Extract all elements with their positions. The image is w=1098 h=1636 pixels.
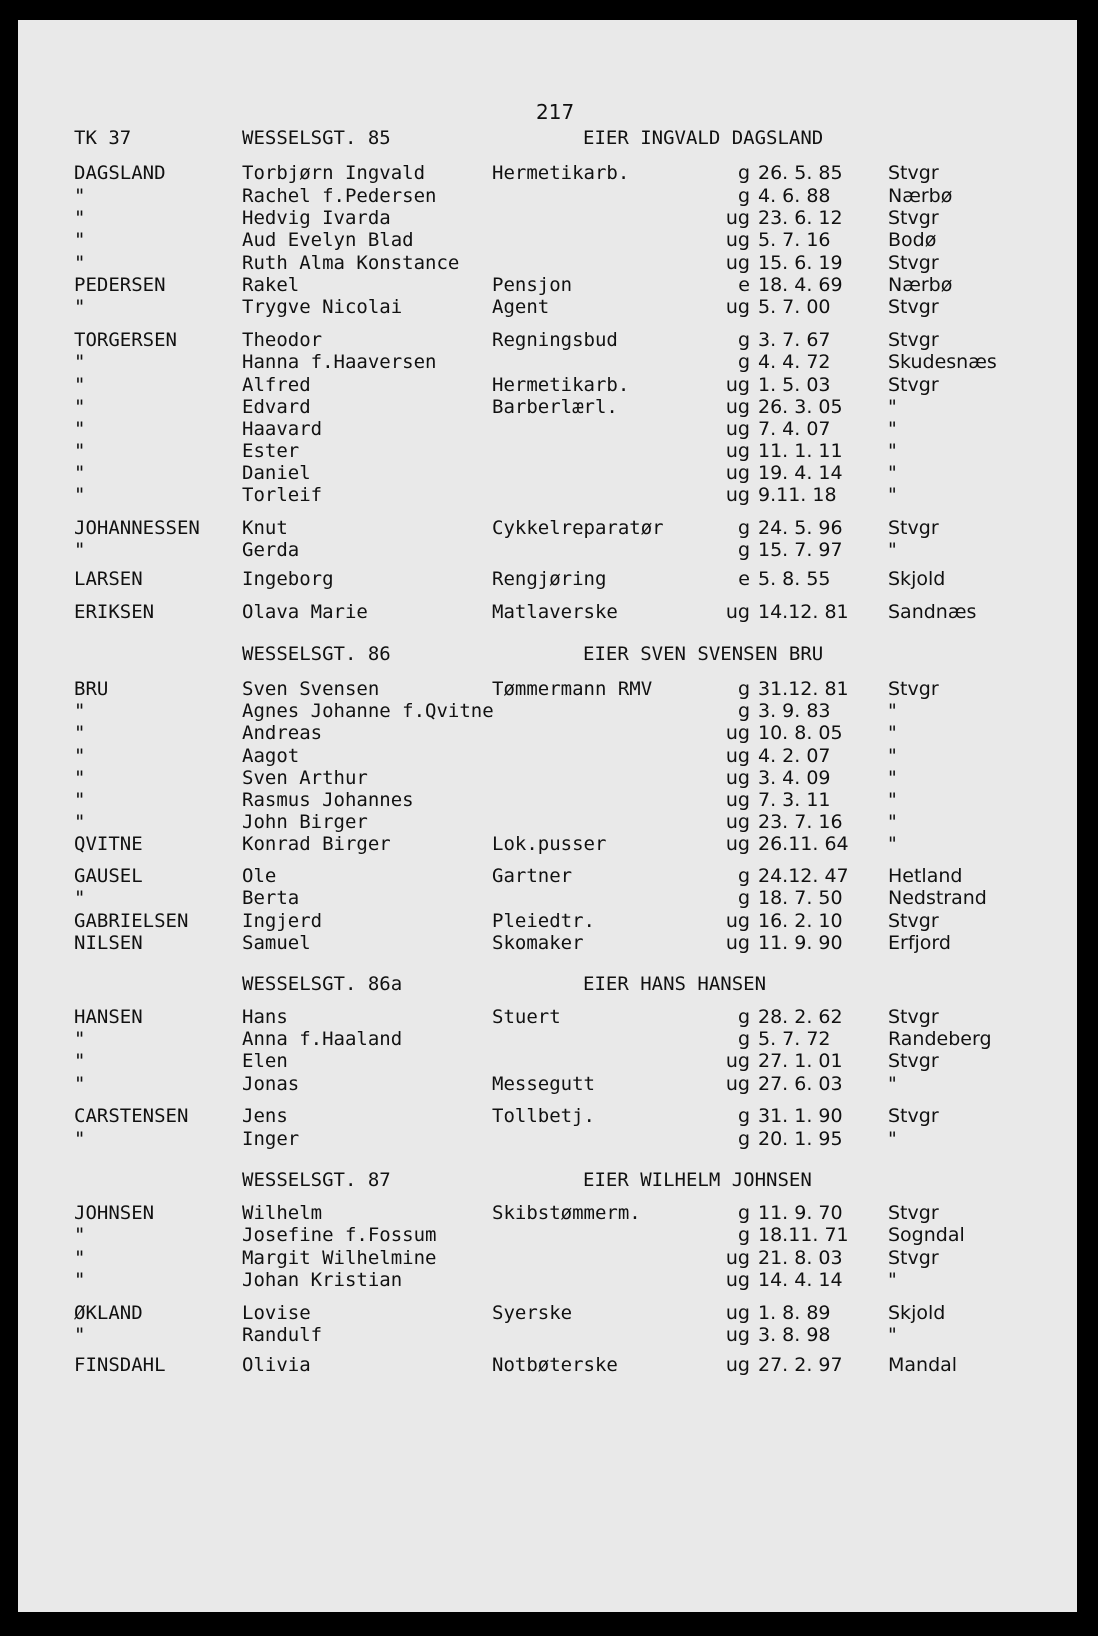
resident-row — [18, 206, 1077, 230]
marital-status: ug — [725, 207, 750, 229]
birthplace: " — [888, 789, 897, 811]
marital-status: g — [737, 1224, 750, 1246]
resident-row — [18, 328, 1077, 352]
birthplace: Sandnæs — [888, 601, 977, 623]
surname: PEDERSEN — [74, 274, 166, 296]
surname: " — [74, 722, 86, 744]
given-names: Theodor — [242, 329, 323, 351]
property-owner: EIER HANS HANSEN — [583, 973, 767, 995]
surname: " — [74, 811, 86, 833]
birth-date: 5. 7. 16 — [758, 229, 831, 251]
surname: DAGSLAND — [74, 162, 166, 184]
given-names: Elen — [242, 1050, 288, 1072]
resident-row — [18, 1246, 1077, 1270]
birthplace: " — [888, 484, 897, 506]
birthplace: Stvgr — [888, 1050, 939, 1072]
birth-date: 4. 4. 72 — [758, 351, 831, 373]
birthplace: " — [888, 745, 897, 767]
section-header — [18, 642, 1077, 666]
birth-date: 1. 5. 03 — [758, 374, 831, 396]
birth-date: 27. 2. 97 — [758, 1354, 843, 1376]
occupation: Pensjon — [492, 274, 573, 296]
document-page — [18, 20, 1077, 1612]
birth-date: 21. 8. 03 — [758, 1247, 843, 1269]
given-names: Ingeborg — [242, 568, 334, 590]
birthplace: Mandal — [888, 1354, 958, 1376]
given-names: Ingjerd — [242, 910, 323, 932]
surname: " — [74, 296, 86, 318]
surname: " — [74, 207, 86, 229]
street-address: WESSELSGT. 85 — [242, 127, 391, 149]
occupation: Pleiedtr. — [492, 910, 595, 932]
birth-date: 11. 9. 90 — [758, 932, 843, 954]
given-names: Alfred — [242, 374, 311, 396]
resident-row — [18, 1127, 1077, 1151]
resident-row — [18, 228, 1077, 252]
marital-status: g — [737, 678, 750, 700]
birthplace: " — [888, 722, 897, 744]
birth-date: 11. 1. 11 — [758, 440, 843, 462]
given-names: Rakel — [242, 274, 300, 296]
resident-row — [18, 350, 1077, 374]
street-address: WESSELSGT. 86a — [242, 973, 403, 995]
surname: " — [74, 745, 86, 767]
marital-status: ug — [725, 396, 750, 418]
birthplace: Stvgr — [888, 1105, 939, 1127]
marital-status: ug — [725, 229, 750, 251]
given-names: Konrad Birger — [242, 833, 391, 855]
given-names: Berta — [242, 887, 300, 909]
surname: JOHNSEN — [74, 1202, 155, 1224]
surname: GAUSEL — [74, 865, 143, 887]
marital-status: g — [737, 887, 750, 909]
occupation: Rengjøring — [492, 568, 607, 590]
resident-row — [18, 810, 1077, 834]
surname: " — [74, 1028, 86, 1050]
occupation: Barberlærl. — [492, 396, 618, 418]
birthplace: " — [888, 440, 897, 462]
birthplace: Stvgr — [888, 1247, 939, 1269]
given-names: Hanna f.Haaversen — [242, 351, 437, 373]
marital-status: ug — [725, 252, 750, 274]
birthplace: Skjold — [888, 1302, 946, 1324]
resident-row — [18, 909, 1077, 933]
birth-date: 4. 6. 88 — [758, 185, 831, 207]
resident-row — [18, 744, 1077, 768]
occupation: Syerske — [492, 1302, 573, 1324]
marital-status: g — [737, 1128, 750, 1150]
given-names: Rasmus Johannes — [242, 789, 414, 811]
marital-status: ug — [725, 462, 750, 484]
birthplace: " — [888, 1073, 897, 1095]
property-owner: EIER SVEN SVENSEN BRU — [583, 643, 824, 665]
section-header — [18, 126, 1077, 150]
resident-row — [18, 273, 1077, 297]
given-names: Olava Marie — [242, 601, 368, 623]
marital-status: ug — [725, 1302, 750, 1324]
marital-status: g — [737, 185, 750, 207]
given-names: Edvard — [242, 396, 311, 418]
marital-status: ug — [725, 1324, 750, 1346]
birthplace: Stvgr — [888, 207, 939, 229]
birthplace: " — [888, 767, 897, 789]
birth-date: 18. 4. 69 — [758, 274, 843, 296]
birth-date: 5. 8. 55 — [758, 568, 831, 590]
occupation: Hermetikarb. — [492, 162, 630, 184]
given-names: Ruth Alma Konstance — [242, 252, 460, 274]
marital-status: ug — [725, 1247, 750, 1269]
surname: " — [74, 887, 86, 909]
given-names: Hans — [242, 1006, 288, 1028]
birth-date: 24. 5. 96 — [758, 517, 843, 539]
marital-status: ug — [725, 789, 750, 811]
resident-row — [18, 699, 1077, 723]
given-names: Aagot — [242, 745, 300, 767]
resident-row — [18, 483, 1077, 507]
occupation: Skibstømmerm. — [492, 1202, 641, 1224]
occupation: Messegutt — [492, 1073, 595, 1095]
surname: " — [74, 252, 86, 274]
birthplace: Stvgr — [888, 329, 939, 351]
birth-date: 14. 4. 14 — [758, 1269, 843, 1291]
register-label: TK 37 — [74, 127, 132, 149]
occupation: Hermetikarb. — [492, 374, 630, 396]
birth-date: 27. 6. 03 — [758, 1073, 843, 1095]
surname: FINSDAHL — [74, 1354, 166, 1376]
given-names: Andreas — [242, 722, 323, 744]
marital-status: ug — [725, 745, 750, 767]
birthplace: " — [888, 1269, 897, 1291]
resident-row — [18, 538, 1077, 562]
given-names: Anna f.Haaland — [242, 1028, 403, 1050]
given-names: Johan Kristian — [242, 1269, 403, 1291]
resident-row — [18, 439, 1077, 463]
birth-date: 3. 4. 09 — [758, 767, 831, 789]
surname: " — [74, 1128, 86, 1150]
resident-row — [18, 417, 1077, 441]
surname: BRU — [74, 678, 109, 700]
resident-row — [18, 832, 1077, 856]
birthplace: " — [888, 1324, 897, 1346]
surname: " — [74, 440, 86, 462]
resident-row — [18, 1072, 1077, 1096]
given-names: Wilhelm — [242, 1202, 323, 1224]
birth-date: 19. 4. 14 — [758, 462, 843, 484]
birth-date: 31.12. 81 — [758, 678, 849, 700]
marital-status: g — [737, 1105, 750, 1127]
marital-status: ug — [725, 418, 750, 440]
marital-status: ug — [725, 1073, 750, 1095]
surname: " — [74, 351, 86, 373]
resident-row — [18, 461, 1077, 485]
birthplace: Skudesnæs — [888, 351, 997, 373]
birth-date: 1. 8. 89 — [758, 1302, 831, 1324]
resident-row — [18, 1104, 1077, 1128]
birthplace: Stvgr — [888, 678, 939, 700]
birth-date: 10. 8. 05 — [758, 722, 843, 744]
page-number: 217 — [536, 100, 575, 124]
birthplace: Stvgr — [888, 296, 939, 318]
marital-status: ug — [725, 601, 750, 623]
birthplace: " — [888, 811, 897, 833]
birthplace: Stvgr — [888, 1202, 939, 1224]
birthplace: Bodø — [888, 229, 937, 251]
resident-row — [18, 1301, 1077, 1325]
resident-row — [18, 1027, 1077, 1051]
surname: " — [74, 1324, 86, 1346]
marital-status: g — [737, 1006, 750, 1028]
given-names: Samuel — [242, 932, 311, 954]
resident-row — [18, 516, 1077, 540]
birthplace: " — [888, 418, 897, 440]
given-names: Aud Evelyn Blad — [242, 229, 414, 251]
marital-status: ug — [725, 296, 750, 318]
surname: NILSEN — [74, 932, 143, 954]
section-header — [18, 972, 1077, 996]
resident-row — [18, 864, 1077, 888]
surname: " — [74, 418, 86, 440]
marital-status: g — [737, 539, 750, 561]
marital-status: e — [738, 274, 750, 296]
occupation: Cykkelreparatør — [492, 517, 664, 539]
marital-status: ug — [725, 811, 750, 833]
marital-status: ug — [725, 484, 750, 506]
surname: " — [74, 789, 86, 811]
marital-status: ug — [725, 932, 750, 954]
resident-row — [18, 1005, 1077, 1029]
given-names: Margit Wilhelmine — [242, 1247, 437, 1269]
surname: " — [74, 1073, 86, 1095]
given-names: Trygve Nicolai — [242, 296, 403, 318]
birth-date: 5. 7. 00 — [758, 296, 831, 318]
property-owner: EIER WILHELM JOHNSEN — [583, 1169, 812, 1191]
marital-status: ug — [725, 722, 750, 744]
surname: " — [74, 1247, 86, 1269]
marital-status: ug — [725, 440, 750, 462]
surname: LARSEN — [74, 568, 143, 590]
birthplace: Randeberg — [888, 1028, 992, 1050]
given-names: Lovise — [242, 1302, 311, 1324]
surname: " — [74, 462, 86, 484]
given-names: Olivia — [242, 1354, 311, 1376]
birthplace: Stvgr — [888, 517, 939, 539]
birth-date: 28. 2. 62 — [758, 1006, 843, 1028]
birthplace: Stvgr — [888, 1006, 939, 1028]
marital-status: g — [737, 517, 750, 539]
resident-row — [18, 373, 1077, 397]
property-owner: EIER INGVALD DAGSLAND — [583, 127, 824, 149]
birth-date: 15. 6. 19 — [758, 252, 843, 274]
birth-date: 9.11. 18 — [758, 484, 837, 506]
given-names: Randulf — [242, 1324, 323, 1346]
birth-date: 24.12. 47 — [758, 865, 849, 887]
resident-row — [18, 395, 1077, 419]
resident-row — [18, 251, 1077, 275]
surname: " — [74, 1269, 86, 1291]
given-names: Ester — [242, 440, 300, 462]
birth-date: 26.11. 64 — [758, 833, 849, 855]
given-names: Haavard — [242, 418, 323, 440]
marital-status: g — [737, 351, 750, 373]
occupation: Tømmermann RMV — [492, 678, 653, 700]
birthplace: " — [888, 396, 897, 418]
given-names: Knut — [242, 517, 288, 539]
occupation: Tollbetj. — [492, 1105, 595, 1127]
resident-row — [18, 1049, 1077, 1073]
marital-status: ug — [725, 374, 750, 396]
birthplace: Stvgr — [888, 910, 939, 932]
birthplace: Stvgr — [888, 162, 939, 184]
birth-date: 18. 7. 50 — [758, 887, 843, 909]
resident-row — [18, 886, 1077, 910]
birth-date: 27. 1. 01 — [758, 1050, 843, 1072]
resident-row — [18, 677, 1077, 701]
marital-status: g — [737, 1202, 750, 1224]
birthplace: " — [888, 833, 897, 855]
street-address: WESSELSGT. 87 — [242, 1169, 391, 1191]
resident-row — [18, 184, 1077, 208]
birth-date: 5. 7. 72 — [758, 1028, 831, 1050]
birthplace: Erfjord — [888, 932, 951, 954]
given-names: Josefine f.Fossum — [242, 1224, 437, 1246]
surname: GABRIELSEN — [74, 910, 189, 932]
occupation: Skomaker — [492, 932, 584, 954]
surname: " — [74, 767, 86, 789]
given-names: Sven Svensen — [242, 678, 380, 700]
occupation: Matlaverske — [492, 601, 618, 623]
marital-status: g — [737, 329, 750, 351]
surname: " — [74, 396, 86, 418]
birthplace: Nærbø — [888, 185, 953, 207]
marital-status: ug — [725, 1269, 750, 1291]
birthplace: Sogndal — [888, 1224, 965, 1246]
birth-date: 3. 9. 83 — [758, 700, 831, 722]
resident-row — [18, 788, 1077, 812]
given-names: Torbjørn Ingvald — [242, 162, 426, 184]
birth-date: 4. 2. 07 — [758, 745, 831, 767]
birth-date: 23. 7. 16 — [758, 811, 843, 833]
surname: ØKLAND — [74, 1302, 143, 1324]
given-names: Jonas — [242, 1073, 300, 1095]
resident-row — [18, 1223, 1077, 1247]
birthplace: Hetland — [888, 865, 963, 887]
given-names: Hedvig Ivarda — [242, 207, 391, 229]
resident-row — [18, 1201, 1077, 1225]
surname: " — [74, 229, 86, 251]
marital-status: g — [737, 865, 750, 887]
given-names: Daniel — [242, 462, 311, 484]
birth-date: 3. 7. 67 — [758, 329, 831, 351]
given-names: Jens — [242, 1105, 288, 1127]
surname: QVITNE — [74, 833, 143, 855]
resident-row — [18, 295, 1077, 319]
surname: CARSTENSEN — [74, 1105, 189, 1127]
surname: JOHANNESSEN — [74, 517, 200, 539]
birth-date: 14.12. 81 — [758, 601, 849, 623]
birth-date: 16. 2. 10 — [758, 910, 843, 932]
surname: " — [74, 185, 86, 207]
surname: HANSEN — [74, 1006, 143, 1028]
birthplace: " — [888, 700, 897, 722]
birth-date: 26. 5. 85 — [758, 162, 843, 184]
resident-row — [18, 1353, 1077, 1377]
given-names: Gerda — [242, 539, 300, 561]
given-names: Agnes Johanne f.Qvitne — [242, 700, 494, 722]
occupation: Notbøterske — [492, 1354, 618, 1376]
birthplace: " — [888, 539, 897, 561]
marital-status: g — [737, 1028, 750, 1050]
occupation: Agent — [492, 296, 550, 318]
resident-row — [18, 161, 1077, 185]
street-address: WESSELSGT. 86 — [242, 643, 391, 665]
birth-date: 23. 6. 12 — [758, 207, 843, 229]
given-names: John Birger — [242, 811, 368, 833]
birthplace: " — [888, 462, 897, 484]
surname: " — [74, 1224, 86, 1246]
given-names: Sven Arthur — [242, 767, 368, 789]
birthplace: Skjold — [888, 568, 946, 590]
surname: " — [74, 1050, 86, 1072]
resident-row — [18, 600, 1077, 624]
marital-status: e — [738, 568, 750, 590]
occupation: Gartner — [492, 865, 573, 887]
birthplace: Stvgr — [888, 374, 939, 396]
marital-status: g — [737, 162, 750, 184]
marital-status: g — [737, 700, 750, 722]
birthplace: " — [888, 1128, 897, 1150]
resident-row — [18, 567, 1077, 591]
marital-status: ug — [725, 833, 750, 855]
birth-date: 20. 1. 95 — [758, 1128, 843, 1150]
birth-date: 31. 1. 90 — [758, 1105, 843, 1127]
birth-date: 11. 9. 70 — [758, 1202, 843, 1224]
birth-date: 3. 8. 98 — [758, 1324, 831, 1346]
occupation: Lok.pusser — [492, 833, 607, 855]
marital-status: ug — [725, 910, 750, 932]
birth-date: 7. 3. 11 — [758, 789, 831, 811]
birth-date: 15. 7. 97 — [758, 539, 843, 561]
resident-row — [18, 1323, 1077, 1347]
birth-date: 18.11. 71 — [758, 1224, 849, 1246]
occupation: Regningsbud — [492, 329, 618, 351]
birthplace: Nærbø — [888, 274, 953, 296]
marital-status: ug — [725, 1050, 750, 1072]
resident-row — [18, 931, 1077, 955]
birthplace: Stvgr — [888, 252, 939, 274]
given-names: Rachel f.Pedersen — [242, 185, 437, 207]
given-names: Torleif — [242, 484, 323, 506]
surname: " — [74, 700, 86, 722]
resident-row — [18, 766, 1077, 790]
marital-status: ug — [725, 767, 750, 789]
birth-date: 26. 3. 05 — [758, 396, 843, 418]
given-names: Inger — [242, 1128, 300, 1150]
birthplace: Nedstrand — [888, 887, 987, 909]
surname: ERIKSEN — [74, 601, 155, 623]
resident-row — [18, 721, 1077, 745]
surname: " — [74, 374, 86, 396]
surname: " — [74, 484, 86, 506]
resident-row — [18, 1268, 1077, 1292]
surname: " — [74, 539, 86, 561]
birth-date: 7. 4. 07 — [758, 418, 831, 440]
occupation: Stuert — [492, 1006, 561, 1028]
surname: TORGERSEN — [74, 329, 177, 351]
section-header — [18, 1168, 1077, 1192]
marital-status: ug — [725, 1354, 750, 1376]
given-names: Ole — [242, 865, 277, 887]
